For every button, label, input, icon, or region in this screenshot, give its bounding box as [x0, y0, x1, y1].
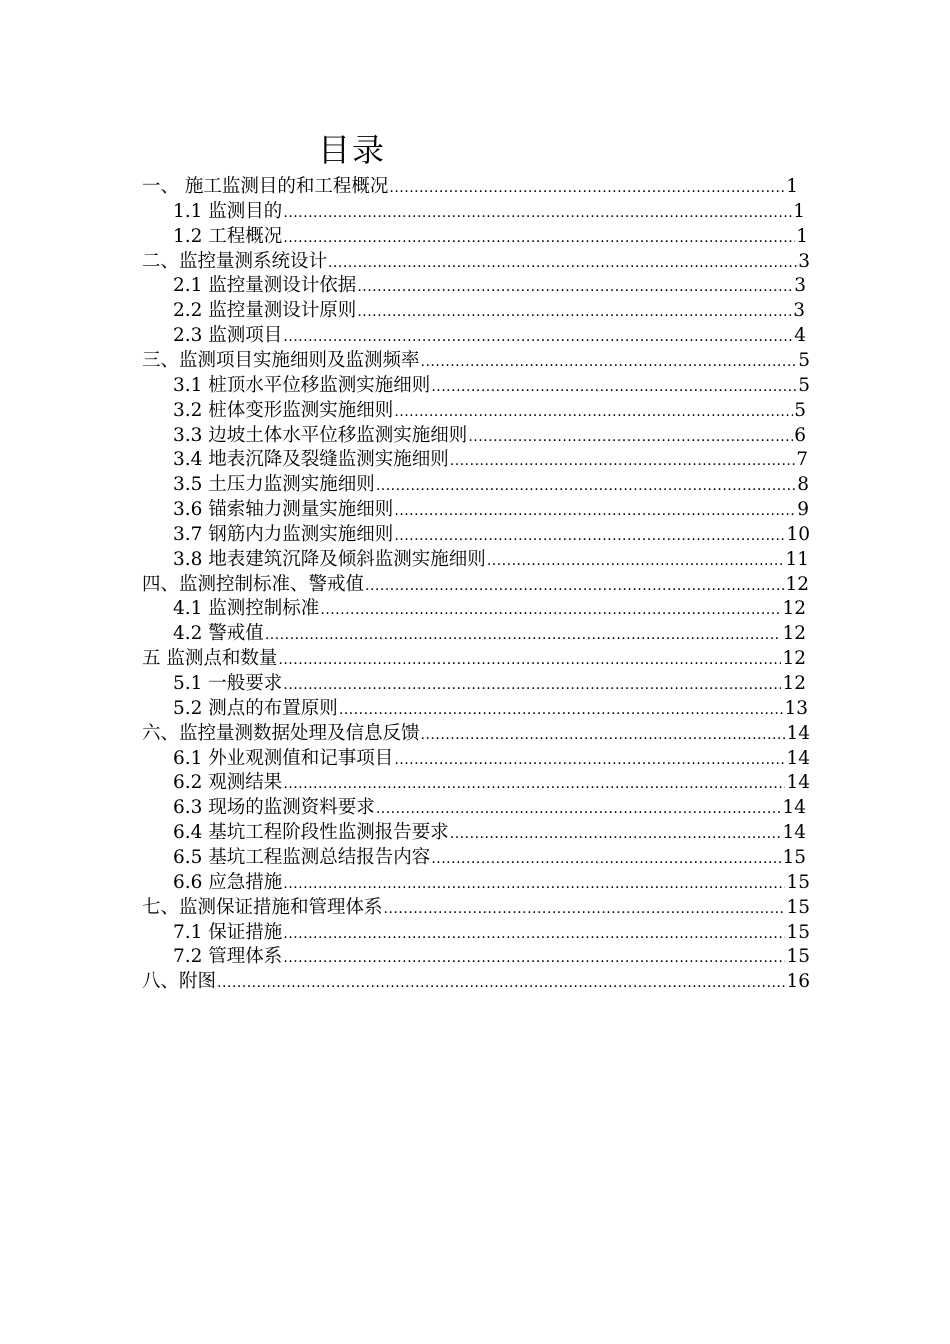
toc-leader-dots — [265, 623, 782, 646]
toc-entry-page-number: 15 — [786, 896, 810, 918]
toc-leader-dots — [283, 201, 792, 224]
toc-leader-dots — [283, 325, 793, 348]
toc-leader-dots — [283, 226, 795, 249]
toc-entry-page-number: 7 — [796, 449, 808, 471]
toc-entry-page-number: 16 — [786, 971, 810, 993]
toc-entry[interactable] — [173, 199, 805, 224]
toc-entry[interactable] — [142, 895, 810, 920]
toc-entry-page-number: 1 — [786, 176, 798, 197]
toc-entry-page-number: 15 — [786, 921, 810, 943]
toc-leader-dots — [431, 847, 781, 870]
toc-entry[interactable] — [173, 820, 806, 845]
toc-leader-dots — [283, 922, 785, 945]
toc-entry-label: 7.1 保证措施 — [173, 921, 283, 943]
toc-entry-label: 2.2 监控量测设计原则 — [173, 300, 357, 322]
toc-entry-label: 3.2 桩体变形监测实施细则 — [173, 399, 394, 421]
toc-entry-page-number: 15 — [786, 946, 810, 968]
toc-entry-page-number: 3 — [794, 275, 806, 297]
toc-entry-label: 2.1 监控量测设计依据 — [173, 275, 357, 297]
toc-entry-label: 八、附图 — [142, 971, 217, 993]
toc-entry-label: 7.2 管理体系 — [173, 946, 283, 968]
toc-entry-page-number: 6 — [794, 424, 806, 446]
toc-entry[interactable] — [142, 174, 798, 199]
toc-entry-label: 6.6 应急措施 — [173, 871, 283, 893]
toc-entry[interactable] — [173, 398, 806, 423]
toc-entry-label: 4.1 监测控制标准 — [173, 598, 320, 620]
toc-leader-dots — [278, 648, 781, 671]
toc-entry-page-number: 12 — [782, 598, 806, 620]
toc-entry-label: 6.4 基坑工程阶段性监测报告要求 — [173, 822, 449, 844]
toc-entry-page-number: 12 — [782, 648, 806, 670]
toc-leader-dots — [431, 375, 797, 398]
toc-leader-dots — [394, 400, 793, 423]
toc-entry[interactable] — [142, 969, 810, 994]
toc-entry[interactable] — [173, 696, 808, 721]
toc-leader-dots — [339, 698, 784, 721]
toc-leader-dots — [468, 425, 793, 448]
toc-entry-page-number: 5 — [798, 349, 810, 371]
toc-leader-dots — [389, 176, 785, 199]
toc-leader-dots — [394, 499, 796, 522]
toc-entry[interactable] — [173, 671, 806, 696]
toc-entry-label: 3.5 土压力监测实施细则 — [173, 474, 375, 496]
toc-entry-page-number: 8 — [797, 474, 809, 496]
toc-entry[interactable] — [173, 920, 810, 945]
toc-entry-label: 五 监测点和数量 — [142, 648, 278, 670]
toc-leader-dots — [217, 971, 785, 994]
toc-entry-label: 6.3 现场的监测资料要求 — [173, 797, 375, 819]
toc-leader-dots — [320, 598, 781, 621]
toc-entry[interactable] — [173, 298, 805, 323]
toc-entry-label: 6.5 基坑工程监测总结报告内容 — [173, 846, 431, 868]
toc-entry-label: 4.2 警戒值 — [173, 623, 264, 645]
toc-entry-page-number: 3 — [793, 300, 805, 322]
toc-leader-dots — [384, 897, 786, 920]
toc-entry-page-number: 1 — [793, 200, 805, 222]
toc-entry-page-number: 14 — [786, 747, 810, 769]
toc-entry-label: 1.1 监测目的 — [173, 200, 283, 222]
toc-entry-label: 3.6 锚索轴力测量实施细则 — [173, 499, 394, 521]
toc-leader-dots — [394, 748, 785, 771]
toc-leader-dots — [487, 549, 785, 572]
toc-entry-page-number: 12 — [785, 573, 809, 595]
toc-entry-label: 七、监测保证措施和管理体系 — [142, 896, 383, 918]
toc-leader-dots — [283, 673, 781, 696]
toc-entry-label: 3.8 地表建筑沉降及倾斜监测实施细则 — [173, 548, 486, 570]
toc-leader-dots — [357, 300, 792, 323]
toc-leader-dots — [421, 723, 786, 746]
toc-entry-label: 一、 施工监测目的和工程概况 — [142, 176, 389, 197]
toc-entry[interactable] — [173, 547, 809, 572]
toc-entry[interactable] — [173, 497, 809, 522]
toc-entry-label: 2.3 监测项目 — [173, 325, 283, 347]
toc-entry-page-number: 10 — [786, 523, 810, 545]
toc-entry[interactable] — [173, 944, 810, 969]
toc-entry-page-number: 1 — [796, 225, 808, 247]
toc-entry[interactable] — [173, 596, 806, 621]
toc-entry-label: 3.3 边坡土体水平位移监测实施细则 — [173, 424, 468, 446]
toc-entry-label: 三、监测项目实施细则及监测频率 — [142, 349, 420, 371]
toc-entry-page-number: 14 — [782, 797, 806, 819]
toc-entry[interactable] — [142, 721, 810, 746]
toc-entry-page-number: 14 — [782, 822, 806, 844]
toc-entry-page-number: 9 — [797, 499, 809, 521]
toc-leader-dots — [283, 772, 785, 795]
toc-entry-label: 6.2 观测结果 — [173, 772, 283, 794]
toc-entry-page-number: 12 — [782, 623, 806, 645]
toc-entry-label: 5.2 测点的布置原则 — [173, 697, 338, 719]
toc-entry-label: 3.1 桩顶水平位移监测实施细则 — [173, 374, 431, 396]
toc-entry-page-number: 12 — [782, 673, 806, 694]
toc-leader-dots — [421, 350, 798, 373]
toc-entry-label: 3.4 地表沉降及裂缝监测实施细则 — [173, 449, 449, 471]
toc-entry[interactable] — [173, 746, 810, 771]
toc-entry-label: 六、监控量测数据处理及信息反馈 — [142, 722, 420, 744]
toc-entry[interactable] — [142, 249, 810, 274]
toc-title: 目录 — [318, 131, 387, 169]
toc-leader-dots — [450, 449, 795, 472]
toc-entry-label: 6.1 外业观测值和记事项目 — [173, 747, 394, 769]
toc-entry-page-number: 15 — [786, 871, 810, 893]
toc-entry-page-number: 15 — [782, 846, 806, 868]
toc-entry-page-number: 4 — [794, 325, 806, 347]
toc-leader-dots — [283, 946, 785, 969]
toc-entry[interactable] — [173, 845, 806, 870]
toc-entry[interactable] — [173, 522, 810, 547]
toc-entry[interactable] — [173, 472, 809, 497]
toc-entry-page-number: 5 — [794, 399, 806, 421]
toc-leader-dots — [357, 275, 793, 298]
toc-entry[interactable] — [173, 447, 808, 472]
toc-entry-label: 四、监测控制标准、警戒值 — [142, 573, 365, 595]
toc-entry[interactable] — [173, 795, 806, 820]
toc-entry[interactable] — [173, 423, 806, 448]
toc-entry[interactable] — [142, 348, 810, 373]
toc-entry[interactable] — [173, 373, 810, 398]
toc-entry-page-number: 13 — [784, 697, 808, 719]
toc-entry[interactable] — [142, 572, 809, 597]
toc-entry-page-number: 14 — [786, 772, 810, 794]
toc-entry-label: 二、监控量测系统设计 — [142, 250, 328, 272]
toc-entry[interactable] — [173, 770, 810, 795]
toc-entry-page-number: 3 — [798, 250, 810, 272]
toc-entry[interactable] — [173, 870, 810, 895]
toc-entry-page-number: 11 — [785, 548, 809, 570]
toc-entry-label: 1.2 工程概况 — [173, 225, 283, 247]
toc-leader-dots — [376, 474, 796, 497]
toc-entry[interactable] — [142, 646, 806, 671]
toc-leader-dots — [283, 872, 785, 895]
toc-leader-dots — [365, 574, 784, 597]
toc-entry[interactable] — [173, 323, 806, 348]
toc-entry[interactable] — [173, 621, 806, 646]
toc-entry[interactable] — [173, 273, 806, 298]
toc-entry-label: 3.7 钢筋内力监测实施细则 — [173, 523, 394, 545]
toc-entry[interactable] — [173, 224, 808, 249]
toc-entry-page-number: 5 — [798, 374, 810, 396]
toc-entry-page-number: 14 — [786, 722, 810, 744]
toc-entry-label: 5.1 一般要求 — [173, 673, 283, 694]
toc-leader-dots — [376, 797, 782, 820]
toc-leader-dots — [394, 524, 785, 547]
toc-leader-dots — [450, 822, 782, 845]
toc-leader-dots — [328, 251, 797, 274]
